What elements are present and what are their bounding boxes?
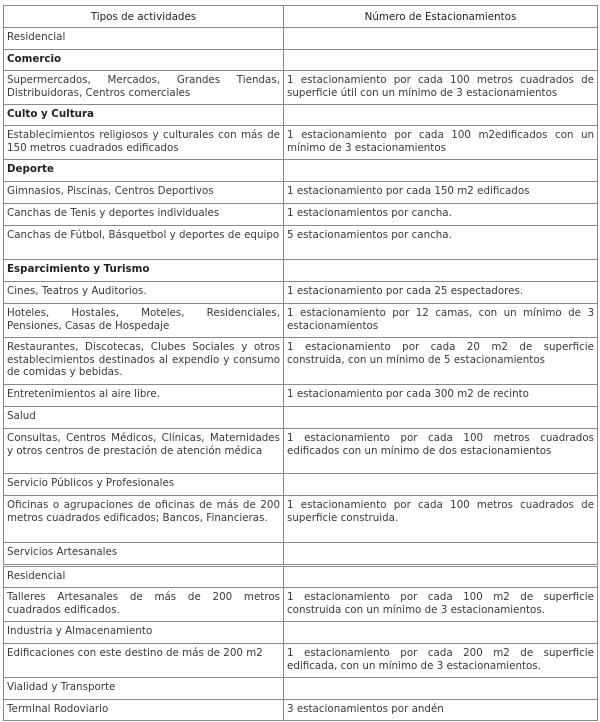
table-row [4,204,598,226]
activity-cell: Canchas de Fútbol, Básquetbol y deportes de equipo [4,226,284,260]
parking-cell [284,105,598,126]
activity-cell: Establecimientos religiosos y culturales con más de 150 metros cuadrados edificados [4,126,284,160]
table-row [4,226,598,260]
activity-cell: Comercio [4,50,284,71]
activity-cell: Industria y Almacenamiento [4,622,284,644]
table-row [4,385,598,407]
table-row [4,622,598,644]
activity-cell: Esparcimiento y Turismo [4,260,284,282]
activity-cell: Restaurantes, Discotecas, Clubes Sociales y otros establecimientos destinados al expendio y consumo de comidas y bebidas. [4,338,284,385]
parking-cell: 1 estacionamiento por cada 100 metros cuadrados edificados con un mínimo de dos estacionamientos [284,429,598,474]
activity-cell: Culto y Cultura [4,105,284,126]
table-row [4,543,598,566]
table-row [4,282,598,304]
table-row [4,182,598,204]
parking-cell [284,160,598,182]
category-row [4,160,598,182]
table-row [4,474,598,496]
parking-cell: 1 estacionamiento por cada 100 m2 de superficie construida con un mínimo de 3 estacionamientos. [284,588,598,622]
table-row [4,700,598,721]
parking-cell [284,678,598,700]
table-row [4,338,598,385]
table-header-row [4,6,598,28]
activity-cell: Gimnasios, Piscinas, Centros Deportivos [4,182,284,204]
parking-cell [284,622,598,644]
parking-cell [284,50,598,71]
parking-cell [284,28,598,50]
table-row [4,678,598,700]
table-row [4,304,598,338]
table-row [4,566,598,588]
parking-cell: 1 estacionamiento por cada 200 m2 de superficie edificada, con un mínimo de 3 estacionamientos. [284,644,598,678]
activity-cell: Vialidad y Transporte [4,678,284,700]
table-row [4,644,598,678]
activity-cell: Servicio Públicos y Profesionales [4,474,284,496]
category-row [4,50,598,71]
parking-cell [284,474,598,496]
activity-cell: Cines, Teatros y Auditorios. [4,282,284,304]
parking-cell: 1 estacionamientos por cancha. [284,204,598,226]
table-row [4,28,598,50]
table-row [4,496,598,543]
activity-cell: Residencial [4,28,284,50]
parking-cell: 1 estacionamiento por cada 100 metros cuadrados de superficie construida. [284,496,598,543]
header-activity-types: Tipos de actividades [4,6,284,28]
activity-cell: Talleres Artesanales de más de 200 metros cuadrados edificados. [4,588,284,622]
activity-cell: Terminal Rodoviario [4,700,284,721]
table-row [4,126,598,160]
activity-cell: Entretenimientos al aire libre. [4,385,284,407]
parking-cell [284,566,598,588]
header-parking-count: Número de Estacionamientos [284,6,598,28]
activity-cell: Canchas de Tenis y deportes individuales [4,204,284,226]
parking-cell: 1 estacionamiento por cada 20 m2 de superficie construida, con un mínimo de 5 estacionamientos [284,338,598,385]
activity-cell: Hoteles, Hostales, Moteles, Residenciales, Pensiones, Casas de Hospedaje [4,304,284,338]
activity-cell: Supermercados, Mercados, Grandes Tiendas, Distribuidoras, Centros comerciales [4,71,284,105]
table-row [4,588,598,622]
parking-cell: 1 estacionamiento por cada 150 m2 edificados [284,182,598,204]
table-row [4,71,598,105]
activity-cell: Salud [4,407,284,429]
parking-cell: 1 estacionamiento por cada 100 m2edificados con un mínimo de 3 estacionamientos [284,126,598,160]
table-row [4,429,598,474]
parking-cell [284,543,598,566]
activity-cell: Consultas, Centros Médicos, Clínicas, Maternidades y otros centros de prestación de atención médica [4,429,284,474]
parking-cell: 1 estacionamiento por cada 300 m2 de recinto [284,385,598,407]
activity-cell: Edificaciones con este destino de más de 200 m2 [4,644,284,678]
activity-cell: Residencial [4,566,284,588]
parking-cell: 1 estacionamiento por 12 camas, con un mínimo de 3 estacionamientos [284,304,598,338]
parking-cell [284,260,598,282]
parking-cell: 1 estacionamiento por cada 25 espectadores. [284,282,598,304]
activity-cell: Deporte [4,160,284,182]
category-row [4,260,598,282]
table-row [4,407,598,429]
activity-cell: Servicios Artesanales [4,543,284,566]
parking-cell: 1 estacionamiento por cada 100 metros cuadrados de superficie útil con un mínimo de 3 estacionamientos [284,71,598,105]
parking-cell [284,407,598,429]
category-row [4,105,598,126]
parking-requirements-table [3,5,598,721]
parking-cell: 5 estacionamientos por cancha. [284,226,598,260]
activity-cell: Oficinas o agrupaciones de oficinas de más de 200 metros cuadrados edificados; Bancos, Financieras. [4,496,284,543]
parking-cell: 3 estacionamientos por andén [284,700,598,721]
